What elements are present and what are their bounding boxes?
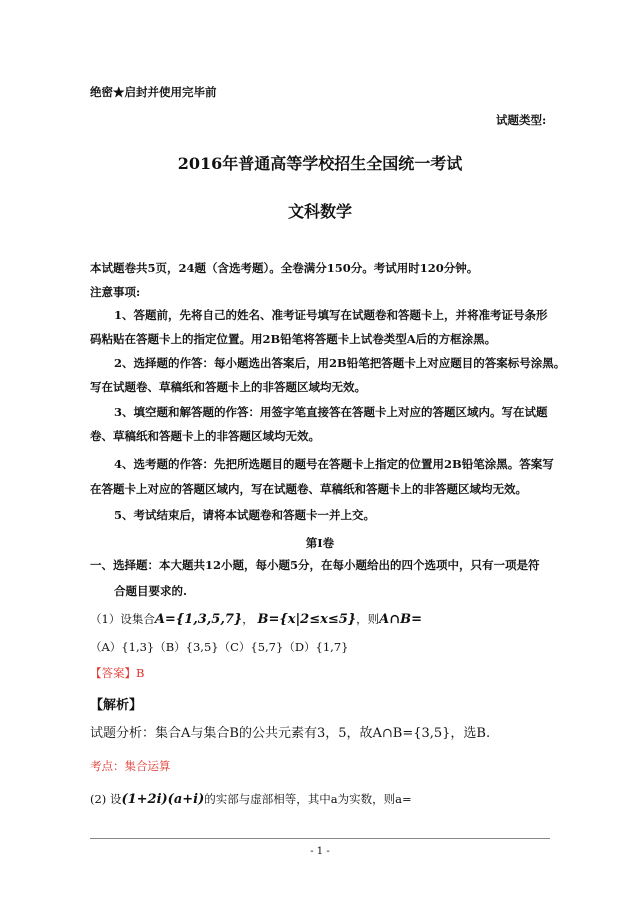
question-1-answer: 【答案】B	[90, 666, 145, 680]
question-2-prefix: (2) 设	[90, 792, 122, 806]
note-3-line1: 3、填空题和解答题的作答：用签字笔直接答在答题卡上对应的答题区域内。写在试题	[114, 405, 548, 419]
note-4-line2: 在答题卡上对应的答题区域内，写在试题卷、草稿纸和答题卡上的非答题区域均无效。	[90, 482, 527, 496]
note-1-line2: 码粘贴在答题卡上的指定位置。用2B铅笔将答题卡上试卷类型A后的方框涂黑。	[90, 332, 497, 346]
complex-expression: (1+2i)(a+i)	[121, 792, 205, 807]
intersection-expression: A∩B=	[379, 612, 423, 627]
footer-divider	[90, 838, 550, 839]
set-a-expression: A={1,3,5,7}	[154, 612, 243, 627]
exam-title: 2016年普通高等学校招生全国统一考试	[177, 154, 463, 173]
page-number: - 1 -	[310, 846, 330, 857]
note-4-line1: 4、选考题的作答：先把所选题目的题号在答题卡上指定的位置用2B铅笔涂黑。答案写	[114, 457, 554, 471]
question-1-prefix: （1）设集合	[90, 612, 155, 626]
subject-title: 文科数学	[287, 202, 352, 221]
volume-heading: 第Ⅰ卷	[305, 536, 335, 550]
intro-text: 本试题卷共5页，24题（含选考题）。全卷满分150分。考试用时120分钟。	[90, 261, 479, 275]
part-heading-line1: 一、选择题：本大题共12小题，每小题5分，在每小题给出的四个选项中，只有一项是符	[90, 558, 540, 572]
note-2-line1: 2、选择题的作答：每小题选出答案后，用2B铅笔把答题卡上对应题目的答案标号涂黑。	[114, 356, 566, 370]
confidential-mark: 绝密★启封并使用完毕前	[90, 85, 217, 99]
note-1-line1: 1、答题前，先将自己的姓名、准考证号填写在试题卷和答题卡上，并将准考证号条形	[114, 308, 548, 322]
paper-type-label: 试题类型:	[496, 113, 547, 127]
analysis-text: 试题分析：集合A与集合B的公共元素有3，5，故A∩B={3,5}，选B.	[90, 726, 491, 741]
topic-label: 考点：集合运算	[90, 759, 171, 773]
note-5-line1: 5、考试结束后，请将本试题卷和答题卡一并上交。	[114, 508, 375, 522]
question-2-rest: 的实部与虚部相等，其中a为实数，则a=	[204, 792, 412, 806]
set-b-expression: B={x|2≤x≤5}	[257, 612, 357, 627]
question-1-separator: ，	[242, 612, 254, 626]
note-3-line2: 卷、草稿纸和答题卡上的非答题区域均无效。	[90, 429, 320, 443]
question-1-then: ，则	[356, 612, 380, 626]
analysis-heading: 【解析】	[90, 698, 143, 713]
question-1-stem	[90, 611, 422, 627]
notes-heading: 注意事项:	[90, 285, 141, 299]
question-2-stem	[90, 791, 412, 807]
part-heading-line2: 合题目要求的.	[114, 584, 188, 598]
note-2-line2: 写在试题卷、草稿纸和答题卡上的非答题区域均无效。	[90, 380, 366, 394]
question-1-options: （A）{1,3}（B）{3,5}（C）{5,7}（D）{1,7}	[90, 640, 349, 654]
